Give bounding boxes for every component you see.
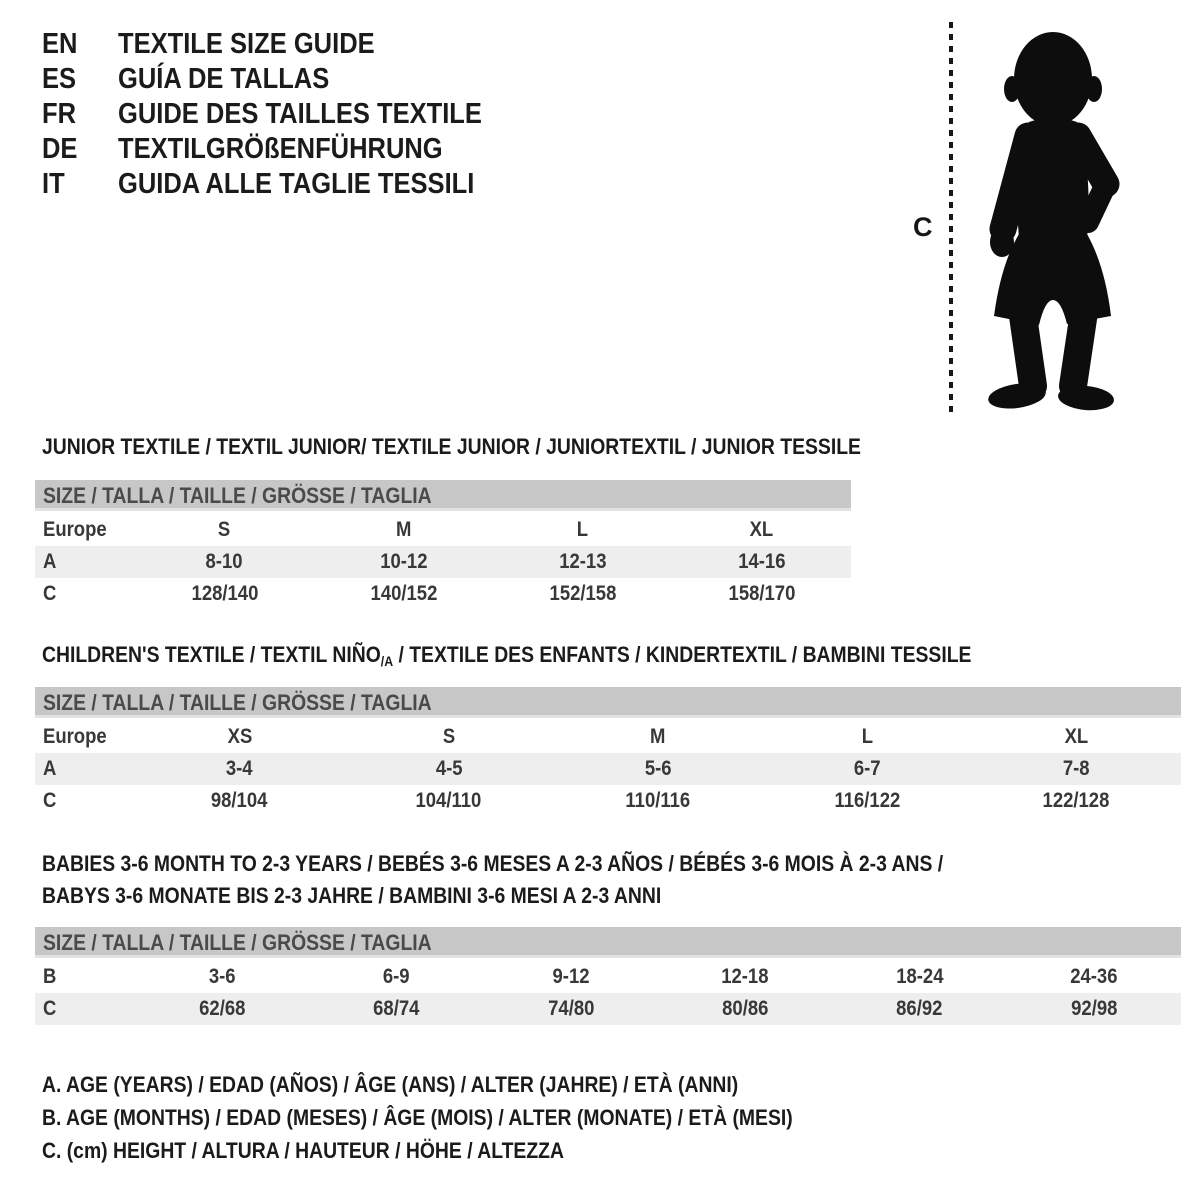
language-list: [42, 27, 532, 202]
age-cell: 3-6: [208, 965, 236, 988]
size-header-label: SIZE / TALLA / TAILLE / GRÖSSE / TAGLIA: [43, 483, 432, 508]
row-label: C: [43, 582, 57, 605]
row-label: A: [43, 550, 57, 573]
age-cell: 5-6: [644, 757, 672, 780]
age-cell: 7-8: [1063, 757, 1090, 780]
height-cell: 62/68: [199, 997, 246, 1020]
height-cell: 110/116: [625, 789, 691, 812]
age-cell: 8-10: [206, 550, 243, 573]
height-dashed-line: [949, 22, 953, 414]
language-code: DE: [42, 133, 78, 165]
age-cell: 10-12: [379, 550, 428, 573]
size-cell: XS: [227, 725, 252, 748]
size-header-bar: [35, 927, 1181, 958]
table-row-europe: [35, 721, 1181, 753]
babies-heading-line2: BABYS 3-6 MONATE BIS 2-3 JAHRE / BAMBINI 3-6 MESI A 2-3 ANNI: [42, 883, 662, 908]
babies-section-heading: [42, 848, 1066, 912]
age-cell: 6-7: [853, 757, 881, 780]
table-row-europe: [35, 514, 851, 546]
language-code: ES: [42, 63, 77, 95]
height-cell: 86/92: [896, 997, 943, 1020]
size-header-bar: [35, 480, 851, 511]
height-cell: 98/104: [211, 789, 268, 812]
size-cell: L: [576, 518, 589, 541]
table-row-height: [35, 993, 1181, 1025]
height-cell: 68/74: [373, 997, 420, 1020]
language-row-de: [42, 132, 532, 167]
age-cell: 3-4: [226, 757, 253, 780]
legend-line-c: C. (cm) HEIGHT / ALTURA / HAUTEUR / HÖHE / ALTEZZA: [42, 1138, 564, 1163]
language-title: TEXTILGRÖßENFÜHRUNG: [118, 133, 443, 165]
language-code: FR: [42, 98, 77, 130]
row-label: A: [43, 757, 57, 780]
age-cell: 12-13: [558, 550, 607, 573]
row-label: Europe: [43, 518, 107, 541]
table-row-age: [35, 753, 1181, 785]
legend-line-b: B. AGE (MONTHS) / EDAD (MESES) / ÂGE (MOIS) / ALTER (MONATE) / ETÀ (MESI): [42, 1105, 793, 1130]
size-cell: L: [861, 725, 873, 748]
children-size-table: [35, 687, 1181, 817]
table-row-height: [35, 785, 1181, 817]
language-title: GUÍA DE TALLAS: [118, 63, 330, 95]
age-cell: 4-5: [435, 757, 463, 780]
height-cell: 152/158: [549, 582, 616, 605]
measure-legend: [42, 1068, 895, 1167]
table-row-age-months: [35, 961, 1181, 993]
language-title: GUIDE DES TAILLES TEXTILE: [118, 98, 482, 130]
height-cell: 92/98: [1070, 997, 1117, 1020]
size-cell: S: [442, 725, 455, 748]
age-cell: 18-24: [895, 965, 944, 988]
size-cell: XL: [749, 518, 774, 541]
babies-size-table: [35, 927, 1181, 1025]
language-title: TEXTILE SIZE GUIDE: [118, 28, 375, 60]
language-row-en: [42, 27, 532, 62]
language-code: IT: [42, 168, 65, 200]
row-label: C: [43, 997, 57, 1020]
age-cell: 9-12: [552, 965, 590, 988]
babies-heading-line1: BABIES 3-6 MONTH TO 2-3 YEARS / BEBÉS 3-6 MESES A 2-3 AÑOS / BÉBÉS 3-6 MOIS À 2-3 ANS /: [42, 851, 944, 876]
height-cell: 158/170: [728, 582, 795, 605]
height-cell: 116/122: [834, 789, 901, 812]
children-heading-text: CHILDREN'S TEXTILE / TEXTIL NIÑO/A / TEXTILE DES ENFANTS / KINDERTEXTIL / BAMBINI TESSILE: [42, 642, 972, 669]
junior-size-table: [35, 480, 851, 610]
size-cell: M: [650, 725, 666, 748]
language-row-es: [42, 62, 532, 97]
legend-line-a: A. AGE (YEARS) / EDAD (AÑOS) / ÂGE (ANS) / ALTER (JAHRE) / ETÀ (ANNI): [42, 1072, 739, 1097]
children-heading-sub: /A: [380, 653, 394, 669]
size-header-label: SIZE / TALLA / TAILLE / GRÖSSE / TAGLIA: [43, 930, 432, 955]
age-cell: 12-18: [721, 965, 769, 988]
row-label: Europe: [43, 725, 107, 748]
size-cell: S: [218, 518, 231, 541]
age-cell: 24-36: [1070, 965, 1118, 988]
children-section-heading: [42, 642, 1098, 668]
size-header-label: SIZE / TALLA / TAILLE / GRÖSSE / TAGLIA: [43, 690, 432, 715]
height-cell: 128/140: [191, 582, 258, 605]
height-cell: 104/110: [415, 789, 482, 812]
height-cell: 80/86: [722, 997, 769, 1020]
language-code: EN: [42, 28, 78, 60]
height-cell: 140/152: [370, 582, 437, 605]
height-measure-figure: [905, 18, 1160, 423]
height-cell: 74/80: [547, 997, 594, 1020]
table-row-height: [35, 578, 851, 610]
language-row-fr: [42, 97, 532, 132]
language-row-it: [42, 167, 532, 202]
age-cell: 6-9: [383, 965, 410, 988]
row-label: B: [43, 965, 57, 988]
size-cell: XL: [1064, 725, 1089, 748]
size-cell: M: [395, 518, 412, 541]
junior-section-heading: [42, 434, 973, 460]
size-header-bar: [35, 687, 1181, 718]
junior-heading-text: JUNIOR TEXTILE / TEXTIL JUNIOR/ TEXTILE JUNIOR / JUNIORTEXTIL / JUNIOR TESSILE: [42, 434, 861, 459]
language-title: GUIDA ALLE TAGLIE TESSILI: [118, 168, 475, 200]
table-row-age: [35, 546, 851, 578]
age-cell: 14-16: [737, 550, 786, 573]
baby-silhouette-icon: [960, 24, 1145, 414]
height-measure-label: C: [913, 212, 933, 242]
height-cell: 122/128: [1042, 789, 1110, 812]
row-label: C: [43, 789, 57, 812]
